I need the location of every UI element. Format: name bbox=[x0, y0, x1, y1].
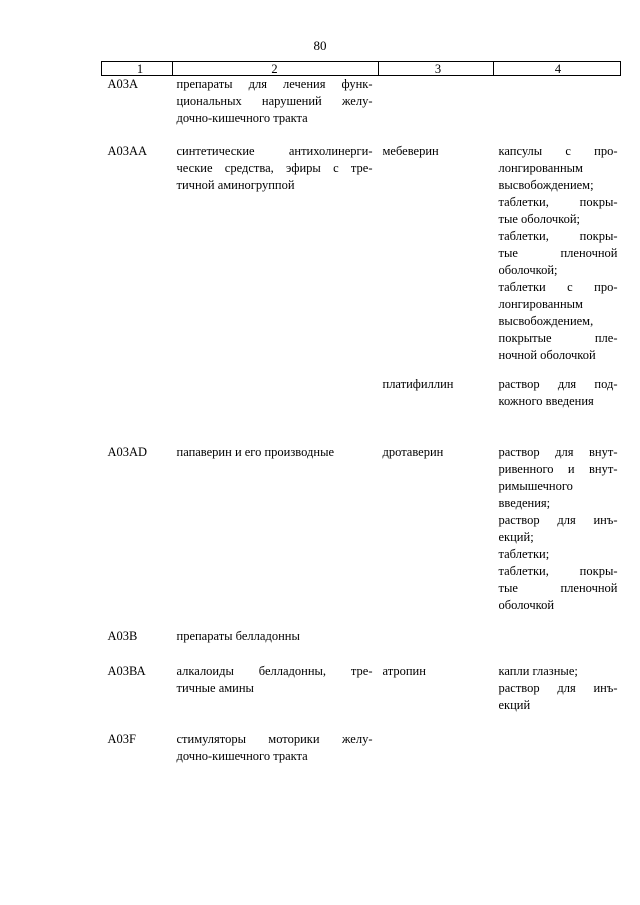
pharmacological-group-cell bbox=[173, 376, 379, 444]
dosage-form-line: высвобождением, bbox=[498, 313, 594, 328]
pharmacological-group-cell bbox=[173, 628, 379, 663]
group-text-line: препараты для лечения функ- bbox=[176, 77, 373, 91]
dosage-form-line: раствор для инъ- bbox=[498, 680, 618, 695]
atc-code-cell: А03ВА bbox=[107, 663, 146, 678]
dosage-form-cell bbox=[494, 628, 621, 663]
table-body bbox=[102, 76, 621, 791]
page-number: 80 bbox=[313, 38, 327, 53]
dosage-form-line: кожного введения bbox=[498, 393, 594, 408]
atc-code-cell: А03АD bbox=[107, 444, 148, 459]
dosage-form-line: таблетки, покры- bbox=[498, 194, 618, 209]
dosage-form-line: таблетки; bbox=[498, 546, 550, 561]
group-text-line: препараты белладонны bbox=[176, 628, 300, 643]
drug-name-cell bbox=[379, 628, 494, 663]
dosage-form-line: раствор для внут- bbox=[498, 444, 618, 459]
dosage-form-line: таблетки, покры- bbox=[498, 228, 618, 243]
group-text-line: ческие средства, эфиры с тре- bbox=[176, 160, 373, 175]
dosage-form-line: оболочкой; bbox=[498, 262, 558, 277]
group-text-line: дочно-кишечного тракта bbox=[176, 748, 308, 763]
atc-code-cell: А03В bbox=[107, 628, 138, 643]
dosage-form-cell bbox=[494, 663, 621, 731]
dosage-form-cell bbox=[494, 376, 621, 444]
drug-name-cell bbox=[379, 76, 494, 143]
dosage-form-line: лонгированным bbox=[498, 296, 583, 311]
drug-name-cell: мебеверин bbox=[382, 143, 439, 158]
drug-name-cell: платифиллин bbox=[382, 376, 454, 391]
dosage-form-line: римышечного bbox=[498, 478, 573, 493]
table-row bbox=[102, 628, 621, 663]
group-text-line: папаверин и его производные bbox=[176, 444, 335, 459]
column-header-4: 4 bbox=[494, 62, 621, 76]
table-header-row bbox=[102, 62, 621, 76]
pharmacological-group-cell bbox=[173, 143, 379, 376]
atc-code-cell bbox=[102, 376, 173, 444]
column-header-2: 2 bbox=[173, 62, 379, 76]
dosage-form-line: таблетки с про- bbox=[498, 279, 618, 294]
dosage-form-line: таблетки, покры- bbox=[498, 563, 618, 578]
dosage-form-line: тые пленочной bbox=[498, 245, 618, 260]
pharmacological-group-cell bbox=[173, 663, 379, 731]
dosage-form-cell bbox=[494, 731, 621, 791]
dosage-form-line: екций; bbox=[498, 529, 534, 544]
drug-classification-table bbox=[101, 61, 621, 791]
dosage-form-line: екций bbox=[498, 697, 531, 712]
drug-name-cell: дротаверин bbox=[382, 444, 444, 459]
table-row bbox=[102, 76, 621, 143]
dosage-form-line: высвобождением; bbox=[498, 177, 594, 192]
table-row bbox=[102, 731, 621, 791]
atc-code-cell: А03А bbox=[107, 77, 139, 91]
group-text-line: тичные амины bbox=[176, 680, 254, 695]
drug-name-cell: атропин bbox=[382, 663, 426, 678]
dosage-form-line: капли глазные; bbox=[498, 663, 578, 678]
dosage-form-line: ночной оболочкой bbox=[498, 347, 596, 362]
dosage-form-cell bbox=[494, 143, 621, 376]
dosage-form-line: тые оболочкой; bbox=[498, 211, 581, 226]
group-text-line: дочно-кишечного тракта bbox=[176, 111, 308, 125]
column-header-1: 1 bbox=[102, 62, 173, 76]
dosage-form-line: раствор для под- bbox=[498, 376, 618, 391]
group-text-line: алкалоиды белладонны, тре- bbox=[176, 663, 373, 678]
dosage-form-cell bbox=[494, 76, 621, 143]
dosage-form-line: раствор для инъ- bbox=[498, 512, 618, 527]
drug-name-cell bbox=[379, 731, 494, 791]
dosage-form-line: введения; bbox=[498, 495, 551, 510]
table-row bbox=[102, 663, 621, 731]
pharmacological-group-cell bbox=[173, 76, 379, 143]
dosage-form-line: покрытые пле- bbox=[498, 330, 618, 345]
table-row bbox=[102, 444, 621, 628]
pharmacological-group-cell bbox=[173, 731, 379, 791]
dosage-form-line: тые пленочной bbox=[498, 580, 618, 595]
column-header-3: 3 bbox=[379, 62, 494, 76]
dosage-form-cell bbox=[494, 444, 621, 628]
group-text-line: циональных нарушений желу- bbox=[176, 94, 373, 108]
dosage-form-line: ривенного и внут- bbox=[498, 461, 618, 476]
atc-code-cell: А03F bbox=[107, 731, 136, 746]
group-text-line: стимуляторы моторики желу- bbox=[176, 731, 373, 746]
group-text-line: тичной аминогруппой bbox=[176, 177, 295, 192]
dosage-form-line: лонгированным bbox=[498, 160, 583, 175]
dosage-form-line: оболочкой bbox=[498, 597, 555, 612]
group-text-line: синтетические антихолинерги- bbox=[176, 143, 373, 158]
atc-code-cell: А03АА bbox=[107, 143, 148, 158]
table-row bbox=[102, 376, 621, 444]
table-row bbox=[102, 143, 621, 376]
dosage-form-line: капсулы с про- bbox=[498, 143, 618, 158]
pharmacological-group-cell bbox=[173, 444, 379, 628]
